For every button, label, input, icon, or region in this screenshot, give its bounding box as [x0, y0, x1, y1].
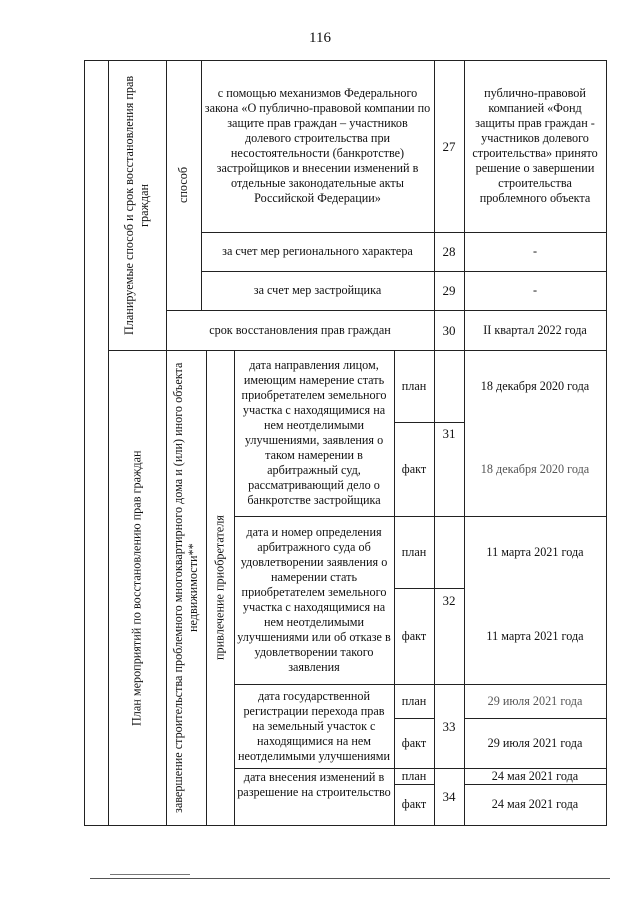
row-30-number: 30 — [442, 322, 456, 338]
row-33-text: дата государственной регистрации перехода прав на земельный участок с находящимися на нем неотделимыми улучшениями — [238, 688, 390, 763]
row-28-text: за счет мер регионального характера — [222, 244, 413, 258]
row-29-text: за счет мер застройщика — [253, 283, 382, 297]
row-31-fact-value: 18 декабря 2020 года — [480, 461, 590, 476]
row-32-text: дата и номер определения арбитражного суда об удовлетворении заявления о намерении стать приобретателем земельного участка с находящимися на нем неотделимыми улучшениями или об отказе в удовлетворении такого заявления — [237, 525, 391, 674]
row-27-number: 27 — [442, 138, 456, 154]
data-table — [84, 60, 607, 826]
row-32-fact-value: 11 марта 2021 года — [486, 628, 584, 643]
row-31-number: 31 — [442, 425, 456, 441]
completion-header: завершение строительства проблемного многоквартирного дома и (или) иного объекта недвижимости** — [171, 362, 200, 814]
row-27-text: с помощью механизмов Федерального закона «О публично-правовой компании по защите прав граждан – участников долевого строительства при несостоятельности (банкротстве) застройщиков и внесении изменений в отдельные законодательные акты Российской Федерации» — [204, 86, 431, 205]
row-34-text: дата внесения изменений в разрешение на строительство — [237, 770, 391, 799]
row-33-plan-value: 29 июля 2021 года — [487, 693, 583, 708]
row-32-fact-label: факт — [401, 628, 427, 643]
row-34-fact-value: 24 мая 2021 года — [491, 797, 579, 811]
row-29-value: - — [532, 283, 538, 297]
row-29-number: 29 — [442, 283, 456, 298]
attraction-header: привлечение приобретателя — [212, 515, 227, 661]
row-31-fact-label: факт — [401, 461, 427, 476]
row-33-plan-label: план — [401, 693, 427, 708]
row-32-number: 32 — [442, 592, 456, 608]
row-34-fact-label: факт — [401, 797, 427, 811]
row-28-value: - — [532, 244, 538, 258]
row-33-fact-label: факт — [401, 735, 427, 750]
row-32-plan-value: 11 марта 2021 года — [486, 544, 584, 559]
row-34-plan-label: план — [401, 768, 427, 783]
row-30-value: II квартал 2022 года — [483, 322, 587, 337]
row-33-number: 33 — [442, 718, 456, 734]
row-31-plan-label: план — [401, 378, 427, 393]
action-plan-header: План мероприятий по восстановлению прав граждан — [129, 450, 144, 726]
footer-divider — [90, 878, 610, 879]
row-31-text: дата направления лицом, имеющим намерение стать приобретателем земельного участка с находящимися на нем неотделимыми улучшениями, заявления о таком намерении в арбитражный суд, рассматривающий дело о банкротстве застройщика — [241, 358, 387, 507]
row-31-plan-value: 18 декабря 2020 года — [480, 378, 590, 393]
page-number: 116 — [309, 30, 331, 46]
row-32-plan-label: план — [401, 544, 427, 559]
row-33-fact-value: 29 июля 2021 года — [487, 735, 583, 750]
row-28-number: 28 — [442, 244, 456, 259]
row-30-text: срок восстановления прав граждан — [209, 322, 391, 337]
method-header: способ — [176, 166, 190, 204]
row-27-value: публично-правовой компанией «Фонд защиты прав граждан - участников долевого строительства» принято решение о завершении строительства проблемного объекта — [472, 86, 598, 205]
planned-method-header: Планируемые способ и срок восстановления прав граждан — [122, 75, 151, 335]
row-34-plan-value: 24 мая 2021 года — [491, 768, 579, 783]
footer-mark — [110, 874, 190, 875]
row-34-number: 34 — [442, 789, 456, 804]
